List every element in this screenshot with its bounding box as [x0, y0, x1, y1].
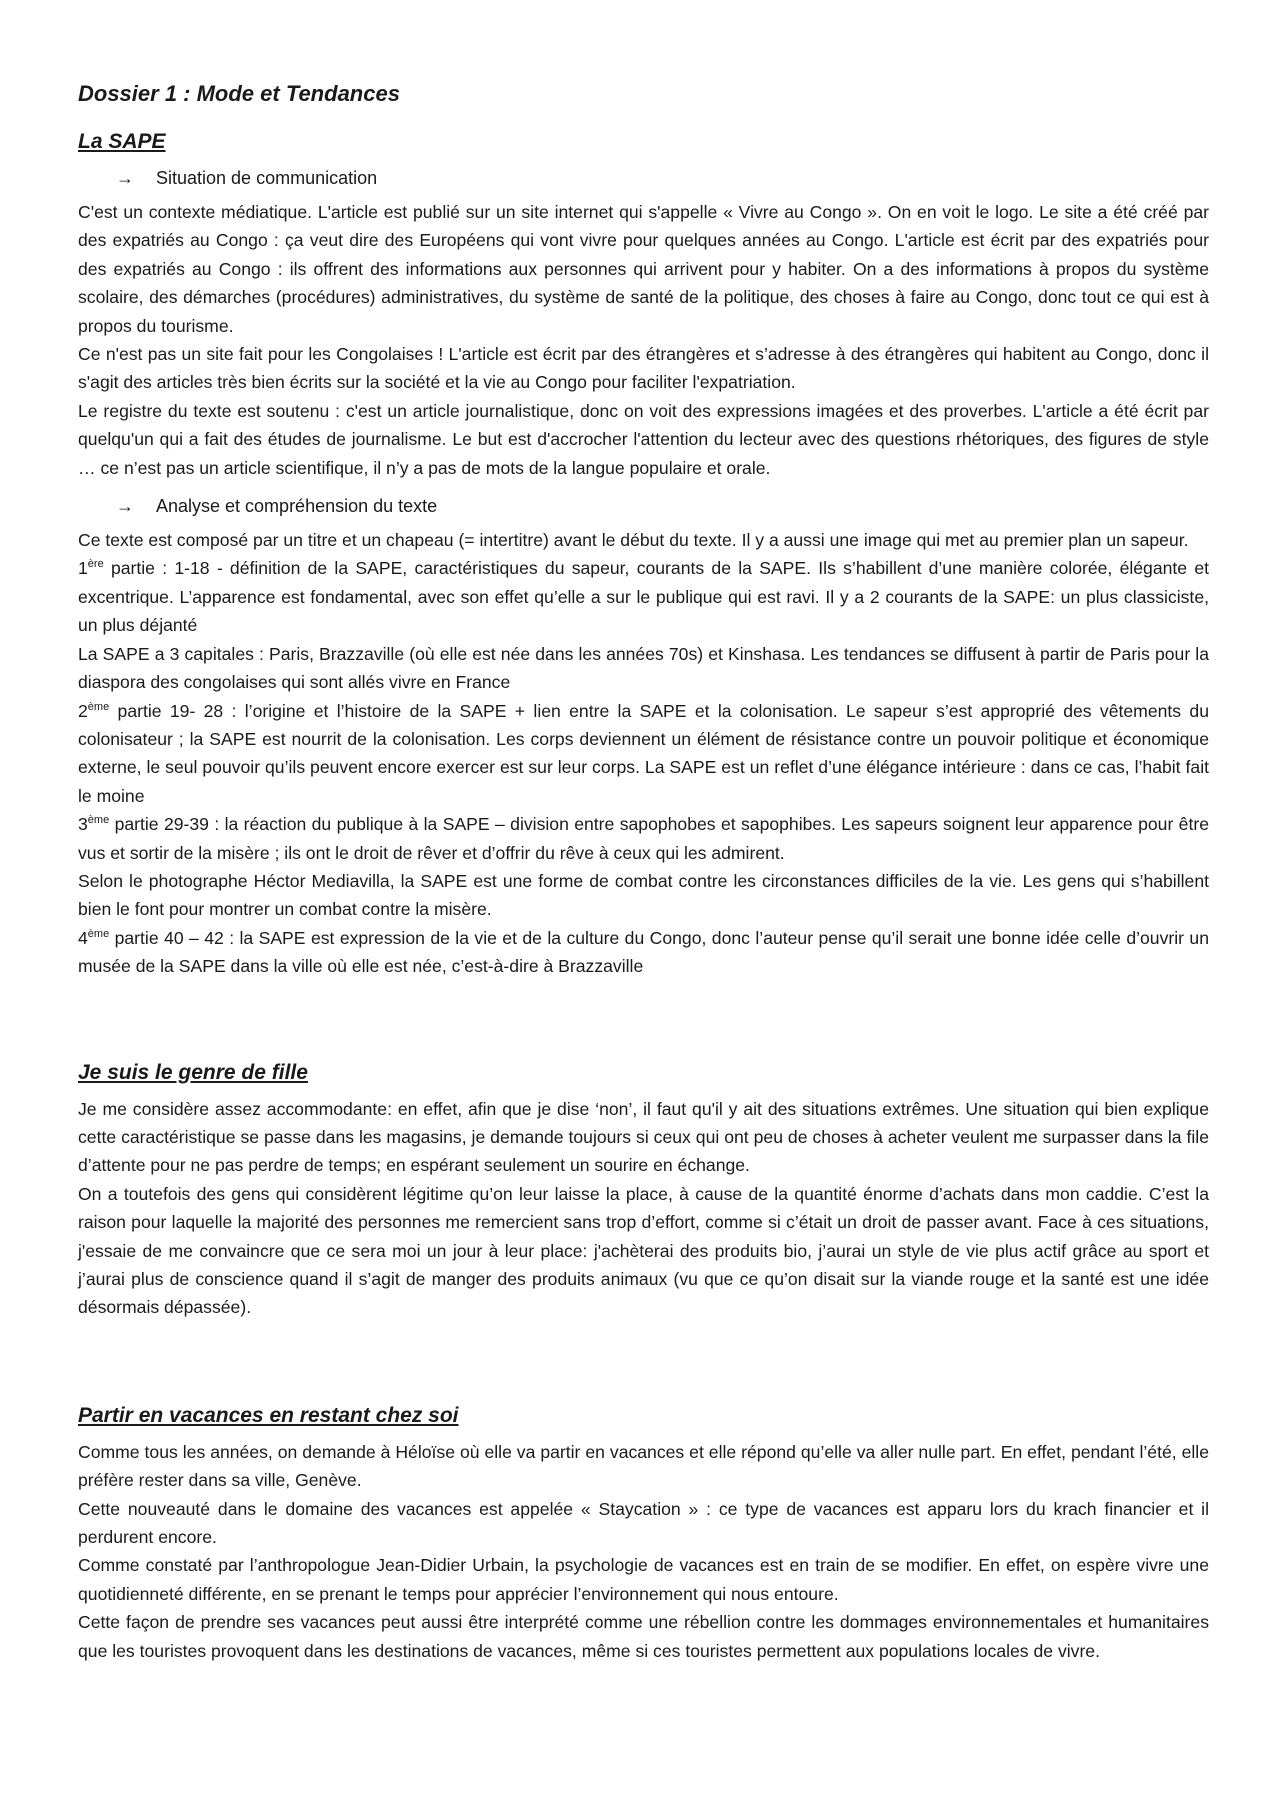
paragraph-partie-4: 4ème partie 40 – 42 : la SAPE est expression de la vie et de la culture du Congo, donc l’auteur pense qu’il serait une bonne idée celle d’ouvrir un musée de la SAPE dans la ville où elle est née, c’est-à-dire à Brazzaville — [78, 927, 1209, 977]
subheading-label: Situation de communication — [156, 168, 378, 188]
subheading-label: Analyse et compréhension du texte — [156, 496, 438, 517]
paragraph: C'est un contexte médiatique. L'article est publié sur un site internet qui s'appelle « Vivre au Congo ». On en voit le logo. Le site a été créé par des expatriés au Congo : ça veut dire des Européens qui vont vivre pour quelques années au Congo. L'article est écrit par des expatriés pour des expatriés au Congo : ils offrent des informations aux personnes qui arrivent pour y habiter. On a des informations à propos du système scolaire, des démarches (procédures) administratives, du système de santé de la politique, des choses à faire au Congo, donc tout ce qui est à propos du tourisme. — [78, 202, 1209, 336]
paragraph: Selon le photographe Héctor Mediavilla, la SAPE est une forme de combat contre les circonstances difficiles de la vie. Les gens qui s’habillent bien le font pour montrer un combat contre la misère. — [78, 870, 1209, 920]
paragraph-partie-2: 2ème partie 19- 28 : l’origine et l’histoire de la SAPE + lien entre la SAPE et la colonisation. Le sapeur s’est approprié des vêtements du colonisateur ; la SAPE est nourrit de la colonisation. Les corps deviennent un élément de résistance contre un pouvoir politique et économique externe, le seul pouvoir qu’ils peuvent encore exercer est sur leur corps. La SAPE est un reflet d’une élégance intérieure : dans ce cas, l’habit fait le moine — [78, 700, 1209, 806]
subheading-analyse — [78, 492, 1209, 520]
section-title-vacances: Partir en vacances en restant chez soi — [78, 1403, 459, 1427]
subheading-situation — [78, 164, 1209, 192]
document-page — [78, 80, 1209, 1665]
arrow-icon: → — [116, 496, 134, 517]
section-title-sape: La SAPE — [78, 130, 166, 153]
section-title-genre: Je suis le genre de fille — [78, 1060, 308, 1084]
paragraph: Ce n'est pas un site fait pour les Congolaises ! L'article est écrit par des étrangères et s’adresse à des étrangères qui habitent au Congo, donc il s'agit des articles très bien écrits sur la société et la vie au Congo pour faciliter l'expatriation. — [78, 344, 1209, 393]
paragraph-partie-3: 3ème partie 29-39 : la réaction du publique à la SAPE – division entre sapophobes et sapophibes. Les sapeurs soignent leur apparence pour être vus et sortir de la misère ; ils ont le droit de rêver et d’offrir du rêve à ceux qui les admirent. — [78, 814, 1209, 863]
section-sape — [78, 128, 1209, 981]
paragraph-partie-1: 1ère partie : 1-18 - définition de la SAPE, caractéristiques du sapeur, courants de la SAPE. Ils s’habillent d’une manière colorée, élégante et excentrique. L’apparence est fondamental, avec son effet qu’elle a sur le publique qui est ravi. Il y a 2 courants de la SAPE: un plus classiciste, un plus déjanté — [78, 558, 1209, 636]
document-title: Dossier 1 : Mode et Tendances — [78, 81, 400, 106]
section-vacances — [78, 1402, 1209, 1665]
arrow-icon: → — [116, 168, 134, 188]
paragraph: Ce texte est composé par un titre et un chapeau (= intertitre) avant le début du texte. Il y a aussi une image qui met au premier plan un sapeur. — [78, 530, 1189, 551]
paragraph: Cette nouveauté dans le domaine des vacances est appelée « Staycation » : ce type de vacances est apparu lors du krach financier et il perdurent encore. — [78, 1498, 1209, 1548]
paragraph: Je me considère assez accommodante: en effet, afin que je dise ‘non’, il faut qu'il y ait des situations extrêmes. Une situation qui bien explique cette caractéristique se passe dans les magasins, je demande toujours si ceux qui ont peu de choses à acheter veulent me surpasser dans la file d’attente pour ne pas perdre de temps; en espérant seulement un sourire en échange. — [78, 1098, 1209, 1176]
section-genre-de-fille — [78, 1059, 1209, 1322]
paragraph: Le registre du texte est soutenu : c'est un article journalistique, donc on voit des expressions imagées et des proverbes. L'article a été écrit par quelqu'un qui a fait des études de journalisme. Le but est d'accrocher l'attention du lecteur avec des questions rhétoriques, des figures de style … ce n’est pas un article scientifique, il n’y a pas de mots de la langue populaire et orale. — [78, 400, 1209, 478]
paragraph: La SAPE a 3 capitales : Paris, Brazzaville (où elle est née dans les années 70s) et Kinshasa. Les tendances se diffusent à partir de Paris pour la diaspora des congolaises qui sont allés vivre en France — [78, 643, 1209, 693]
paragraph: Comme constaté par l’anthropologue Jean-Didier Urbain, la psychologie de vacances est en train de se modifier. En effet, on espère vivre une quotidienneté différente, en se prenant le temps pour apprécier l’environnement qui nous entoure. — [78, 1555, 1209, 1604]
paragraph: On a toutefois des gens qui considèrent légitime qu’on leur laisse la place, à cause de la quantité énorme d’achats dans mon caddie. C’est la raison pour laquelle la majorité des personnes me remercient sans trop d’effort, comme si c’était un droit de passer avant. Face à ces situations, j'essaie de me convaincre que ce sera moi un jour à leur place: j'achèterai des produits bio, j’aurai un style de vie plus actif grâce au sport et j’aurai plus de conscience quand il s’agit de manger des produits animaux (vu que ce qu’on disait sur la viande rouge et la santé est une idée désormais dépassée). — [78, 1183, 1209, 1318]
paragraph: Comme tous les années, on demande à Héloïse où elle va partir en vacances et elle répond qu’elle va aller nulle part. En effet, pendant l’été, elle préfère rester dans sa ville, Genève. — [78, 1441, 1209, 1491]
paragraph: Cette façon de prendre ses vacances peut aussi être interprété comme une rébellion contre les dommages environnementales et humanitaires que les touristes provoquent dans les destinations de vacances, même si ces touristes permettent aux populations locales de vivre. — [78, 1612, 1209, 1661]
